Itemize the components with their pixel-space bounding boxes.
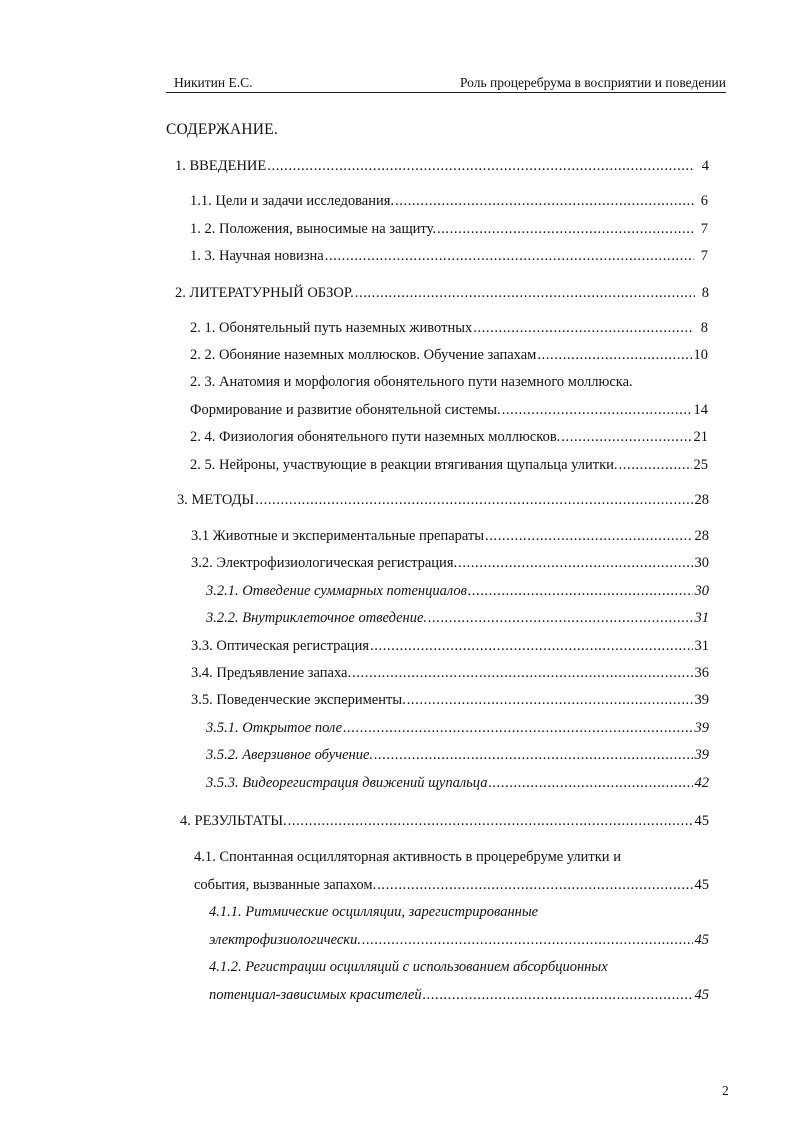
toc-entry-label: 3.2. Электрофизиологическая регистрация.: [191, 555, 458, 571]
toc-entry-page: 8: [700, 320, 708, 336]
toc-entry-3[interactable]: [177, 490, 709, 510]
toc-entry-3-2[interactable]: [191, 553, 709, 573]
toc-leader-dots: [407, 690, 693, 710]
toc-entry-label: события, вызванные запахом.: [194, 877, 377, 893]
toc-entry-4-1-1[interactable]: [209, 930, 709, 950]
toc-entry-page: 7: [700, 248, 708, 264]
toc-entry-label: 1. ВВЕДЕНИЕ: [175, 158, 267, 174]
toc-entry-label: 3.2.2. Внутриклеточное отведение.: [206, 610, 428, 626]
toc-leader-dots: [325, 246, 694, 266]
toc-leader-dots: [502, 400, 692, 420]
toc-entry-label: 1. 2. Положения, выносимые на защиту.: [190, 221, 436, 237]
toc-entry-page: 25: [693, 457, 708, 473]
toc-entry-page: 28: [694, 528, 709, 544]
toc-entry-page: 8: [701, 285, 709, 301]
toc-entry-3-5-2[interactable]: [206, 745, 709, 765]
toc-leader-dots: [619, 455, 692, 475]
toc-entry-label: 2. 5. Нейроны, участвующие в реакции втягивания щупальца улитки.: [190, 457, 618, 473]
toc-entry-4-1-first-line[interactable]: 4.1. Спонтанная осцилляторная активность в процеребруме улитки и: [194, 849, 621, 865]
toc-leader-dots: [377, 875, 692, 895]
toc-entry-page: 31: [694, 638, 709, 654]
page-number: 2: [722, 1083, 729, 1098]
toc-entry-2[interactable]: [175, 283, 709, 303]
toc-entry-3-5[interactable]: [191, 690, 709, 710]
toc-entry-3-1[interactable]: [191, 526, 709, 546]
toc-entry-label: электрофизиологически.: [209, 932, 361, 948]
toc-entry-label: 2. 4. Физиология обонятельного пути наземных моллюсков.: [190, 429, 561, 445]
toc-leader-dots: [362, 930, 693, 950]
running-header: [166, 74, 726, 93]
toc-entry-page: 14: [693, 402, 708, 418]
toc-entry-3-2-1[interactable]: [206, 581, 709, 601]
toc-entry-3-2-2[interactable]: [206, 608, 709, 628]
toc-entry-2-3[interactable]: [190, 400, 708, 420]
toc-leader-dots: [561, 427, 691, 447]
toc-entry-label: 1.1. Цели и задачи исследования.: [190, 193, 395, 209]
toc-title: СОДЕРЖАНИЕ.: [166, 121, 278, 138]
toc-entry-page: 31: [694, 610, 709, 626]
toc-entry-label: 2. 1. Обонятельный путь наземных животных: [190, 320, 473, 336]
toc-entry-4-1-1-first-line[interactable]: 4.1.1. Ритмические осцилляции, зарегистрированные: [209, 904, 539, 920]
toc-entry-page: 45: [694, 813, 709, 829]
toc-entry-label: 1. 3. Научная новизна: [190, 248, 324, 264]
toc-entry-page: 7: [700, 221, 708, 237]
toc-entry-page: 39: [694, 747, 709, 763]
toc-leader-dots: [428, 608, 692, 628]
toc-entry-2-1[interactable]: [190, 318, 708, 338]
toc-leader-dots: [458, 553, 692, 573]
header-author: Никитин Е.С.: [174, 75, 253, 90]
toc-entry-2-4[interactable]: [190, 427, 708, 447]
toc-entry-label: 3.2.1. Отведение суммарных потенциалов: [206, 583, 467, 599]
toc-entry-1[interactable]: [175, 156, 709, 176]
toc-leader-dots: [352, 663, 692, 683]
toc-entry-page: 4: [701, 158, 709, 174]
toc-entry-1-2[interactable]: [190, 219, 708, 239]
toc-leader-dots: [395, 191, 694, 211]
toc-leader-dots: [370, 636, 692, 656]
toc-entry-page: 21: [693, 429, 708, 445]
toc-leader-dots: [468, 581, 693, 601]
toc-entry-label: 3.5. Поведенческие эксперименты.: [191, 692, 406, 708]
toc-entry-label: 3. МЕТОДЫ: [177, 492, 255, 508]
toc-entry-label: 2. 2. Обоняние наземных моллюсков. Обучение запахам: [190, 347, 537, 363]
toc-entry-page: 10: [693, 347, 708, 363]
toc-entry-4-1-2[interactable]: [209, 985, 709, 1005]
toc-leader-dots: [288, 811, 693, 831]
toc-entry-page: 45: [694, 987, 709, 1003]
toc-leader-dots: [437, 219, 694, 239]
toc-entry-1-1[interactable]: [190, 191, 708, 211]
toc-entry-label: 2. ЛИТЕРАТУРНЫЙ ОБЗОР.: [175, 285, 354, 301]
toc-entry-page: 30: [694, 555, 709, 571]
toc-leader-dots: [267, 156, 695, 176]
toc-entry-page: 36: [694, 665, 709, 681]
toc-entry-label: 3.5.2. Аверзивное обучение.: [206, 747, 374, 763]
toc-entry-1-3[interactable]: [190, 246, 708, 266]
toc-entry-label: 3.5.1. Открытое поле: [206, 720, 343, 736]
toc-entry-page: 42: [694, 775, 709, 791]
toc-leader-dots: [343, 718, 692, 738]
toc-entry-3-3[interactable]: [191, 636, 709, 656]
toc-leader-dots: [374, 745, 692, 765]
toc-entry-label: потенциал-зависимых красителей: [209, 987, 422, 1003]
toc-entry-3-5-3[interactable]: [206, 773, 709, 793]
header-running-title: Роль процеребрума в восприятии и поведении: [460, 75, 726, 90]
toc-leader-dots: [537, 345, 691, 365]
toc-entry-page: 30: [694, 583, 709, 599]
toc-leader-dots: [423, 985, 693, 1005]
toc-entry-page: 45: [694, 932, 709, 948]
toc-leader-dots: [485, 526, 692, 546]
toc-entry-label: 3.1 Животные и экспериментальные препараты: [191, 528, 485, 544]
toc-entry-page: 28: [694, 492, 709, 508]
toc-leader-dots: [473, 318, 694, 338]
toc-entry-label: 3.3. Оптическая регистрация: [191, 638, 370, 654]
toc-leader-dots: [488, 773, 692, 793]
toc-entry-label: Формирование и развитие обонятельной системы.: [190, 402, 501, 418]
toc-entry-page: 39: [694, 720, 709, 736]
toc-entry-2-2[interactable]: [190, 345, 708, 365]
toc-entry-2-3-first-line[interactable]: 2. 3. Анатомия и морфология обонятельного пути наземного моллюска.: [190, 374, 633, 390]
toc-entry-3-4[interactable]: [191, 663, 709, 683]
toc-entry-page: 39: [694, 692, 709, 708]
toc-entry-page: 6: [700, 193, 708, 209]
toc-entry-4-1-2-first-line[interactable]: 4.1.2. Регистрации осцилляций с использованием абсорбционных: [209, 959, 608, 975]
toc-leader-dots: [355, 283, 695, 303]
toc-entry-label: 3.4. Предъявление запаха.: [191, 665, 352, 681]
toc-entry-2-5[interactable]: [190, 455, 708, 475]
toc-entry-4-1[interactable]: [194, 875, 709, 895]
toc-leader-dots: [255, 490, 692, 510]
toc-entry-label: 4. РЕЗУЛЬТАТЫ.: [180, 813, 287, 829]
toc-entry-page: 45: [694, 877, 709, 893]
toc-entry-4[interactable]: [180, 811, 709, 831]
toc-entry-3-5-1[interactable]: [206, 718, 709, 738]
toc-entry-label: 3.5.3. Видеорегистрация движений щупальца: [206, 775, 488, 791]
